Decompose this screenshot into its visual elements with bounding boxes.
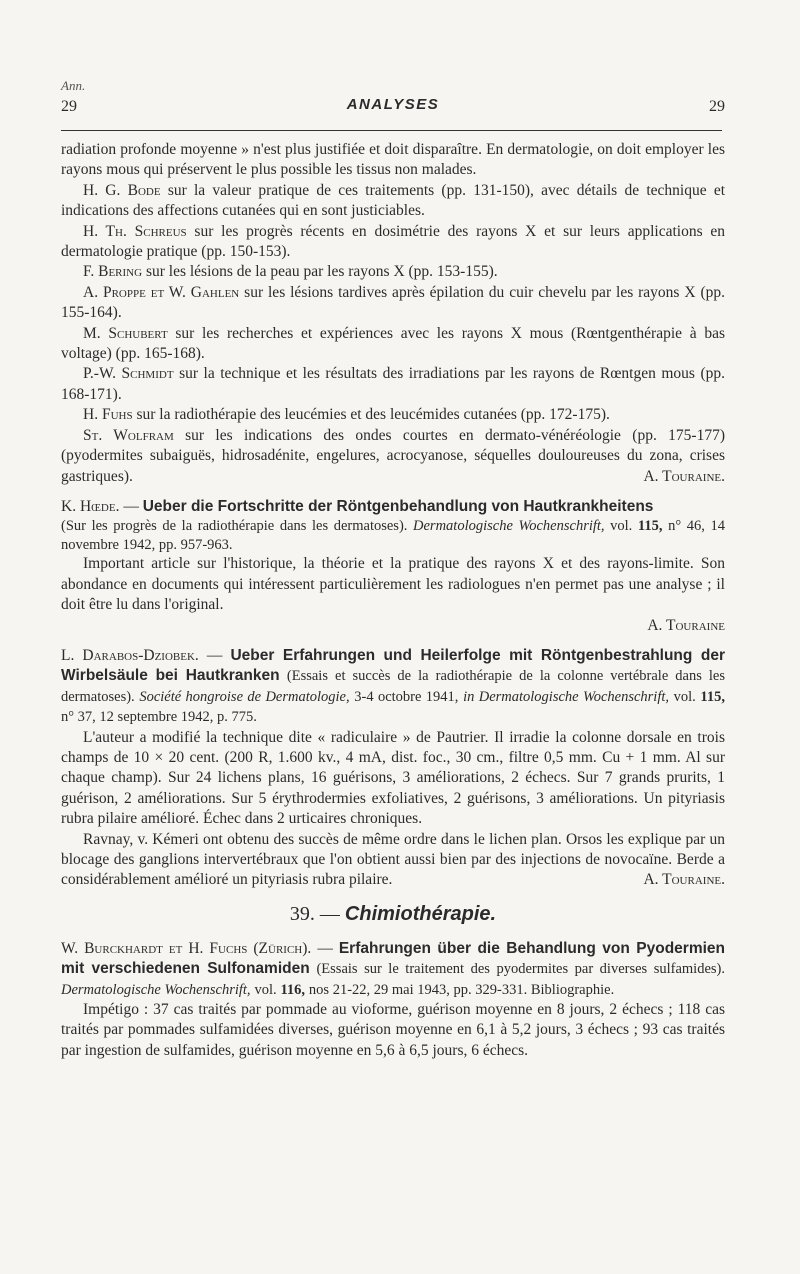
section-dash: —: [319, 902, 340, 925]
heading-dash: —: [206, 646, 223, 664]
section-title: Chimiothérapie.: [344, 902, 497, 925]
header-title: ANALYSES: [346, 96, 440, 113]
header-left-page-number: 29: [61, 98, 77, 115]
article-body: Impétigo : 37 cas traités par pommade au vioforme, guérison moyenne en 8 jours, 2 échecs ; 118 cas traités par pommades sulfamidées diverses, guérison moyenne en 6,1 à 5,2 jours, 3 échecs ; 93 cas traités par ingestion de sulfamides, guérison moyenne en 5,6 à 6,5 jours, 6 échecs.: [61, 1001, 725, 1059]
item-text: sur les progrès récents en dosimétrie des rayons X et sur leurs applications en dermatologie pratique (pp. 150-153).: [61, 222, 725, 261]
item-text: sur la valeur pratique de ces traitements (pp. 131-150), avec détails de technique et indications des affections cutanées qui en sont justiciables.: [61, 181, 726, 220]
list-item: [61, 181, 725, 222]
item-text: sur les recherches et expériences avec les rayons X mous (Rœntgenthérapie à bas voltage) (pp. 165-168).: [61, 324, 725, 363]
item-text: sur les lésions de la peau par les rayons X (pp. 153-155).: [145, 263, 498, 281]
list-item: [61, 364, 725, 405]
item-text: sur la radiothérapie des leucémies et des leucémides cutanées (pp. 172-175).: [136, 406, 610, 424]
volume-number: 115,: [637, 518, 663, 535]
item-author: H. Fuhs: [83, 406, 133, 424]
running-header: [61, 96, 725, 122]
item-author: A. Proppe et W. Gahlen: [83, 283, 240, 301]
volume-number: 115,: [700, 688, 725, 705]
article-title: Erfahrungen über die Behandlung von Pyodermien mit verschiedenen Sulfonamiden: [61, 939, 726, 978]
list-item: [61, 324, 725, 365]
signature: A. Touraine: [647, 616, 725, 634]
list-item: [61, 426, 725, 487]
article-author: W. Burckhardt et H. Fuchs (Zürich).: [61, 939, 312, 957]
item-author: P.-W. Schmidt: [83, 365, 174, 383]
article-reference: (Sur les progrès de la radiothérapie dans les dermatoses). Dermatologische Wochenschrift, vol. 115, n° 46, 14 novembre 1942, pp. 957-963.: [61, 518, 725, 553]
list-item: [61, 405, 725, 425]
list-item: [61, 262, 725, 282]
volume-number: 116,: [280, 981, 306, 998]
journal-name: in Dermatologische Wochenschrift,: [463, 688, 670, 705]
item-text: sur la technique et les résultats des irradiations par les rayons de Rœntgen mous (pp. 168-171).: [61, 365, 726, 403]
page-content: [61, 140, 725, 1061]
item-author: H. G. Bode: [83, 181, 161, 199]
article-title: Ueber Erfahrungen und Heilerfolge mit Röntgenbestrahlung der Wirbelsäule bei Hautkranken: [61, 646, 725, 685]
society-name: Société hongroise de Dermatologie,: [139, 688, 350, 705]
article-heading: [61, 497, 725, 517]
article-author: K. Hœde.: [61, 497, 120, 515]
header-right-page-number: 29: [709, 98, 725, 115]
continued-paragraph: radiation profonde moyenne » n'est plus justifiée et doit disparaître. En dermatologie, on doit employer les rayons mous qui préservent le plus possible les tissus non malades.: [61, 141, 725, 179]
article-author: L. Darabos-Dziobek.: [61, 646, 199, 664]
article-heading: W. Burckhardt et H. Fuchs (Zürich). — Erfahrungen über die Behandlung von Pyodermien mit verschiedenen Sulfonamiden (Essais sur le traitement des pyodermites par diverses sulfamides). Dermatologische Wochenschrift, vol. 116, nos 21-22, 29 mai 1943, pp. 329-331. Bibliographie.: [61, 939, 726, 998]
item-author: St. Wolfram: [83, 426, 174, 444]
article-body: Important article sur l'historique, la théorie et la pratique des rayons X et des rayons-limite. Son abondance en documents qui intéressent particulièrement les radiologues n'en permet pas une analyse ; il doit être lu dans l'original.: [61, 555, 725, 614]
item-text: sur les indications des ondes courtes en dermato-vénéréologie (pp. 175-177) (pyodermites subaiguës, hidrosadénite, engelures, acrocyanose, séquelles douloureuses du zona, crises gastriques).: [61, 426, 725, 485]
heading-dash: —: [123, 497, 139, 515]
article-body: Ravnay, v. Kémeri ont obtenu des succès de même ordre dans le lichen plan. Orsos les explique par un blocage des ganglions intervertébraux que l'on obtient aussi bien par des injections de novocaïne. Berde a considérablement amélioré un pityriasis rubra pilaire. A. Touraine.: [61, 830, 725, 891]
item-author: F. Bering: [83, 263, 143, 281]
journal-name: Dermatologische Wochenschrift,: [61, 981, 251, 998]
signature: A. Touraine.: [643, 467, 725, 485]
signature: A. Touraine.: [643, 871, 725, 889]
article-title: Ueber die Fortschritte der Röntgenbehandlung von Hautkrankheitens: [142, 497, 654, 515]
list-item: [61, 222, 725, 263]
section-heading: [61, 901, 725, 927]
item-author: H. Th. Schreus: [83, 222, 187, 240]
heading-dash: —: [317, 939, 333, 957]
item-author: M. Schubert: [83, 324, 168, 342]
article-heading: L. Darabos-Dziobek. — Ueber Erfahrungen und Heilerfolge mit Röntgenbestrahlung der Wirbelsäule bei Hautkranken (Essais et succès de la radiothérapie de la colonne vertébrale dans les dermatoses). Société hongroise de Dermatologie, 3-4 octobre 1941, in Dermatologische Wochenschrift, vol. 115, n° 37, 12 septembre 1942, p. 775.: [61, 646, 726, 726]
section-number: 39.: [289, 902, 315, 925]
item-text: sur les lésions tardives après épilation du cuir chevelu par les rayons X (pp. 155-164).: [61, 283, 725, 322]
journal-name: Dermatologische Wochenschrift,: [413, 518, 605, 535]
article-body: L'auteur a modifié la technique dite « radiculaire » de Pautrier. Il irradie la colonne dorsale en trois champs de 10 × 20 cent. (200 R, 1.600 kv., 4 mA, dist. foc., 30 cm., filtre 0,5 mm. Cu + 1 mm. Al sur chaque champ). Sur 24 lichens plans, 16 guérisons, 3 améliorations, 2 échecs. Sur 7 grands prurits, 1 guérison, 2 améliorations. Sur 5 érythrodermies exfoliatives, 2 guérisons, 3 améliorations. Un pityriasis rubra pilaire amélioré. Échec dans 2 urticaires chroniques.: [61, 728, 725, 828]
header-rule: [61, 130, 722, 131]
list-item: [61, 283, 725, 324]
corner-annotation: Ann.: [61, 78, 86, 93]
